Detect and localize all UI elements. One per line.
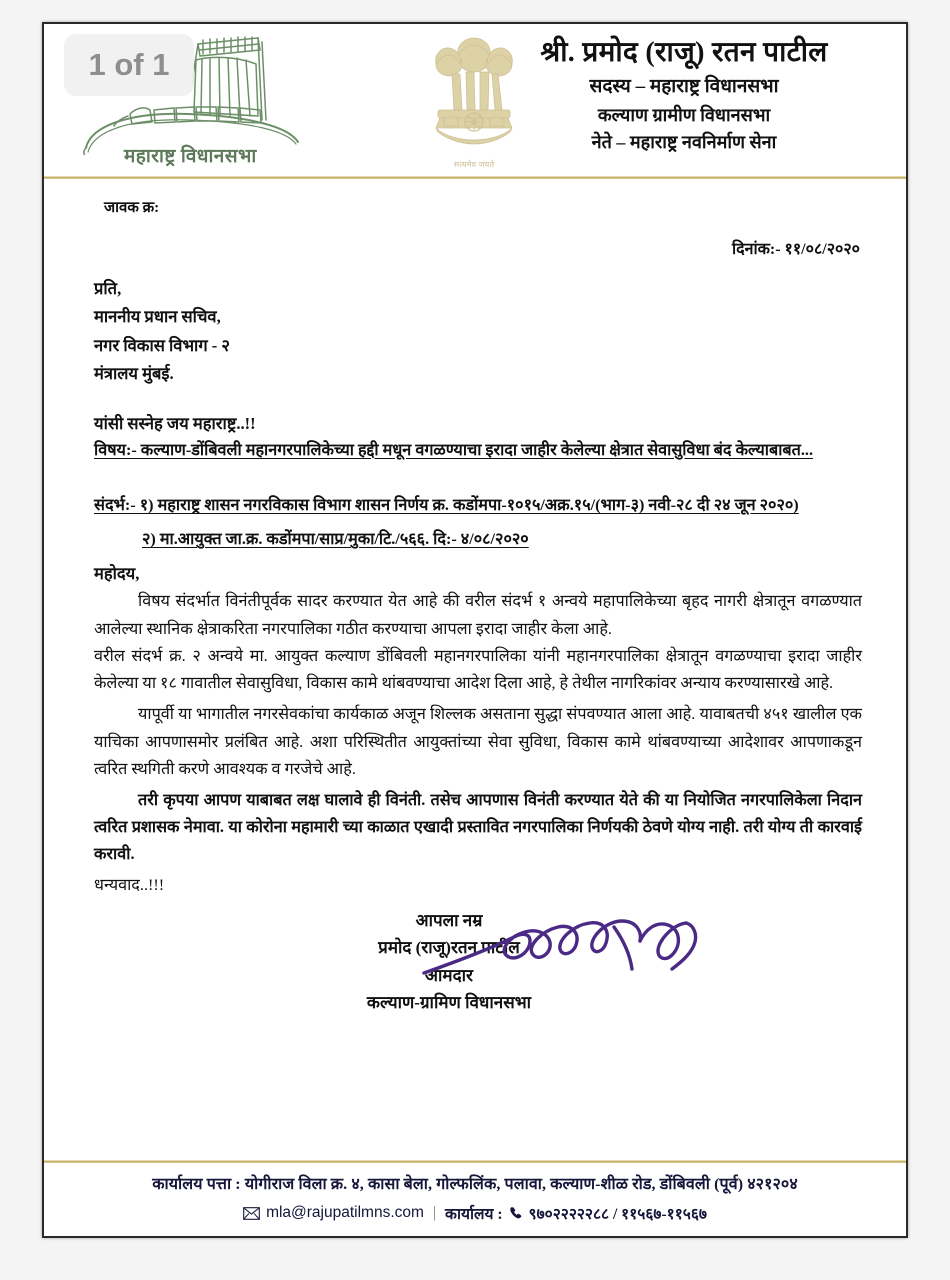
office-address: कार्यालय पत्ता : योगीराज विला क्र. ४, कासा बेला, गोल्फलिंक, पलावा, कल्याण-शीळ रोड, डोंबिवली (पूर्व) ४२१२०४ — [152, 1176, 798, 1193]
addressee-line: माननीय प्रधान सचिव, — [94, 307, 221, 327]
email-address[interactable]: mla@rajupatilmns.com — [266, 1204, 424, 1221]
mla-role: सदस्य – महाराष्ट्र विधानसभा — [589, 76, 779, 98]
mla-party-role: नेते – महाराष्ट्र नवनिर्माण सेना — [591, 131, 777, 152]
outward-number-label: जावक क्र: — [104, 200, 160, 216]
letter-page — [42, 22, 908, 1238]
addressee-line: प्रति, — [94, 279, 122, 298]
letter-body — [44, 179, 906, 1017]
addressee-line: नगर विकास विभाग - २ — [94, 335, 230, 355]
paragraph-1: विषय संदर्भात विनंतीपूर्वक सादर करण्यात येत आहे की वरील संदर्भ १ अन्वये महापालिकेच्या बृहद नागरी क्षेत्रातून वगळण्यात आलेल्या स्थानिक क्षेत्राकरिता नगरपालिका गठीत करण्याचा आपला इरादा जाहीर केला आहे. — [94, 592, 862, 638]
letter-footer — [44, 1160, 906, 1236]
mla-constituency: कल्याण ग्रामीण विधानसभा — [597, 104, 771, 125]
office-label: कार्यालय : — [445, 1206, 503, 1223]
salutation: यांसी सस्नेह जय महाराष्ट्र..!! — [94, 413, 256, 433]
phone-numbers: ९७०२२२२२८८ / ११५६७-११५६७ — [528, 1206, 707, 1223]
paragraph-4: तरी कृपया आपण याबाबत लक्ष घालावे ही विनंती. तसेच आपणास विनंती करण्यात येते की या नियोजित नगरपालिकेला निदान त्वरित प्रशासक नेमावा. या कोरोना महामारी च्या काळात एखादी प्रस्तावित नगरपालिका निर्णयकी ठेवणे योग्य नाही. तरी योग्य ती कारवाई करावी. — [94, 790, 862, 864]
thanks-line: धन्यवाद..!!! — [94, 875, 165, 894]
signer-designation: आमदार — [425, 965, 473, 985]
closing-salutation: आपला नम्र — [415, 910, 483, 930]
phone-icon — [509, 1206, 523, 1220]
mla-name: श्री. प्रमोद (राजू) रतन पाटील — [540, 37, 828, 68]
logo-caption: महाराष्ट्र विधानसभा — [124, 146, 257, 167]
footer-separator: | — [432, 1204, 437, 1221]
emblem-caption: सत्यमेव जयते — [453, 160, 495, 169]
envelope-icon — [243, 1207, 260, 1220]
opening-address: महोदय, — [94, 564, 140, 584]
reference-1: संदर्भ:- १) महाराष्ट्र शासन नगरविकास विभाग शासन निर्णय क्र. कडोंमपा-१०१५/अक्र.१५/(भाग-३) नवी-२८ दी २४ जून २०२०) — [94, 496, 799, 515]
signer-name: प्रमोद (राजू)रतन पाटील — [378, 938, 520, 958]
signer-constituency: कल्याण-ग्रामिण विधानसभा — [366, 993, 532, 1013]
letterhead — [44, 24, 906, 176]
reference-2: २) मा.आयुक्त जा.क्र. कडोंमपा/साप्र/मुका/टि./५६६. दि:- ४/०८/२०२० — [142, 530, 529, 549]
paragraph-2: वरील संदर्भ क्र. २ अन्वये मा. आयुक्त कल्याण डोंबिवली महानगरपालिका यांनी महानगरपालिका क्षेत्रातून वगळण्याचा इरादा जाहीर केलेल्या या १८ गावातील सेवासुविधा, विकास कामे थांबवण्याचा आदेश दिला आहे, हे तेथील नागरिकांवर अन्याय करण्यासारखे आहे. — [94, 646, 862, 693]
subject-line: विषय:- कल्याण-डोंबिवली महानगरपालिकेच्या हद्दी मधून वगळण्याचा इरादा जाहीर केलेल्या क्षेत्रात सेवासुविधा बंद केल्याबाबत... — [94, 440, 814, 459]
reference-block — [80, 491, 866, 555]
signature-block — [80, 907, 866, 1017]
addressee-line: मंत्रालय मुंबई. — [94, 364, 174, 384]
addressee-block — [80, 275, 866, 389]
paragraph-3: यापूर्वी या भागातील नगरसेवकांचा कार्यकाळ अजून शिल्लक असताना सुद्धा संपवण्यात आला आहे. यावाबतची ४५१ खालील एक याचिका आपणासमोर प्रलंबित आहे. अशा परिस्थितीत आयुक्तांच्या सेवा सुविधा, विकास कामे थांबवण्याच्या आदेशावर आपणाकडून त्वरित स्थगिती करणे आवश्यक व गरजेचे आहे. — [94, 705, 862, 778]
page-indicator-badge[interactable]: 1 of 1 — [64, 34, 194, 96]
contact-row — [52, 1202, 898, 1224]
letter-date: दिनांक:- ११/०८/२०२० — [731, 241, 860, 258]
letterhead-titles — [484, 36, 884, 156]
